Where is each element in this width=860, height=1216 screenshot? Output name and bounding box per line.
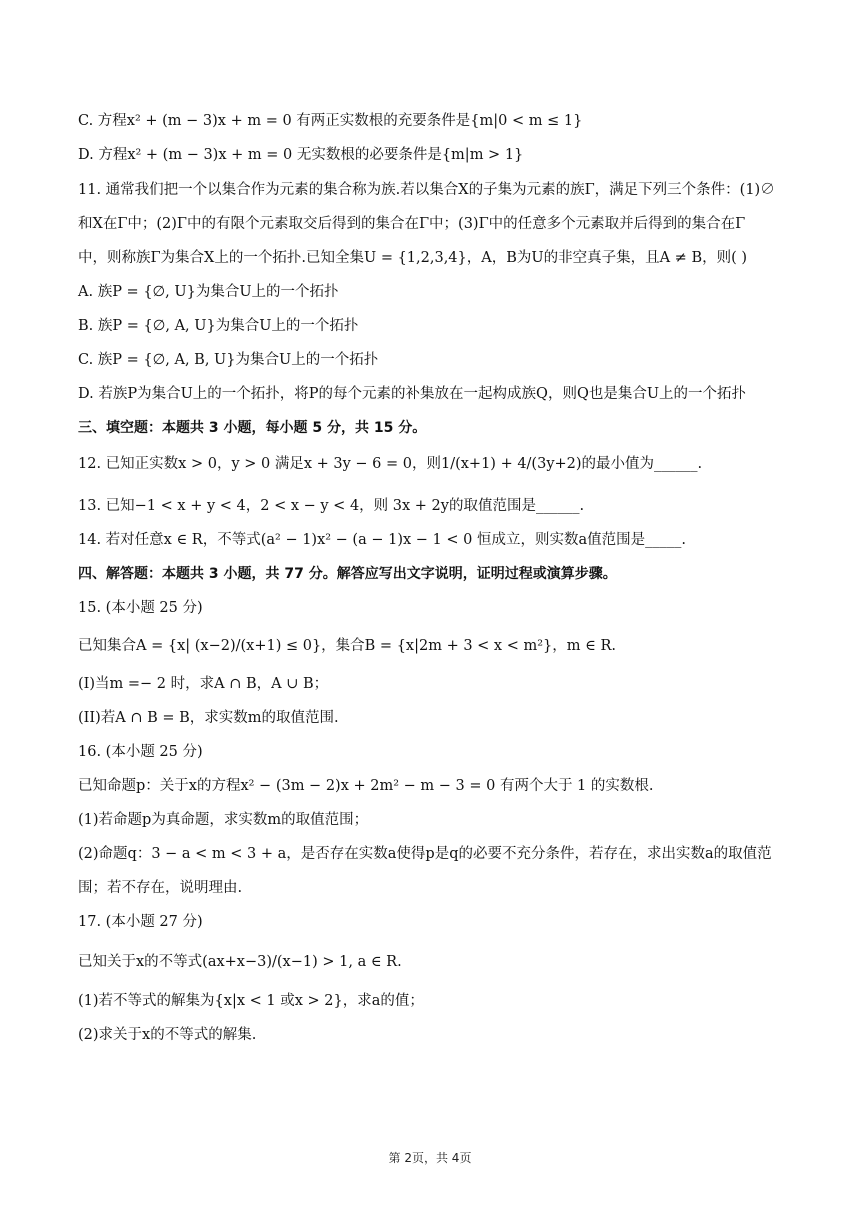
question-11-stem-3: 中，则称族Γ为集合X上的一个拓扑.已知全集U = {1,2,3,4}，A，B为U的非空真子集，且A ≠ B，则( )	[78, 250, 748, 266]
section-heading-fill-in: 三、填空题：本题共 3 小题，每小题 5 分，共 15 分。	[78, 420, 427, 436]
section-heading-answers: 四、解答题：本题共 3 小题，共 77 分。解答应写出文字说明，证明过程或演算步骤。	[78, 566, 617, 582]
question-17-header: 17. (本小题 27 分)	[78, 914, 203, 930]
option-11c: C. 族P = {∅, A, B, U}为集合U上的一个拓扑	[78, 352, 379, 368]
question-15-part-2: (II)若A ∩ B = B，求实数m的取值范围.	[78, 710, 339, 726]
question-17-stem: 已知关于x的不等式(ax+x−3)/(x−1) > 1, a ∈ R.	[78, 954, 402, 970]
question-16-stem: 已知命题p：关于x的方程x² − (3m − 2)x + 2m² − m − 3 = 0 有两个大于 1 的实数根.	[78, 778, 654, 794]
question-15-header: 15. (本小题 25 分)	[78, 600, 203, 616]
question-17-part-1: (1)若不等式的解集为{x|x < 1 或x > 2}，求a的值；	[78, 993, 424, 1009]
question-16-part-1: (1)若命题p为真命题，求实数m的取值范围；	[78, 812, 369, 828]
question-12: 12. 已知正实数x > 0，y > 0 满足x + 3y − 6 = 0，则1/(x+1) + 4/(3y+2)的最小值为______.	[78, 456, 703, 472]
question-14: 14. 若对任意x ∈ R，不等式(a² − 1)x² − (a − 1)x − 1 < 0 恒成立，则实数a值范围是_____.	[78, 532, 686, 548]
question-13: 13. 已知−1 < x + y < 4，2 < x − y < 4，则 3x + 2y的取值范围是______.	[78, 498, 585, 514]
question-17-part-2: (2)求关于x的不等式的解集.	[78, 1027, 257, 1043]
option-11a: A. 族P = {∅, U}为集合U上的一个拓扑	[78, 284, 339, 300]
question-16-header: 16. (本小题 25 分)	[78, 744, 203, 760]
option-10c: C. 方程x² + (m − 3)x + m = 0 有两正实数根的充要条件是{m|0 < m ≤ 1}	[78, 113, 583, 129]
option-11d: D. 若族P为集合U上的一个拓扑，将P的每个元素的补集放在一起构成族Q，则Q也是集合U上的一个拓扑	[78, 386, 747, 402]
question-15-part-1: (I)当m =− 2 时，求A ∩ B，A ∪ B；	[78, 676, 329, 692]
question-16-part-2: (2)命题q：3 − a < m < 3 + a，是否存在实数a使得p是q的必要不充分条件，若存在，求出实数a的取值范	[78, 846, 772, 862]
option-10d: D. 方程x² + (m − 3)x + m = 0 无实数根的必要条件是{m|m > 1}	[78, 147, 524, 163]
question-16-part-2-cont: 围；若不存在，说明理由.	[78, 880, 243, 896]
question-11-stem-1: 11. 通常我们把一个以集合作为元素的集合称为族.若以集合X的子集为元素的族Γ，满足下列三个条件：(1)∅	[78, 182, 775, 198]
page-footer: 第 2页，共 4页	[388, 1151, 472, 1165]
question-15-stem: 已知集合A = {x| (x−2)/(x+1) ≤ 0}，集合B = {x|2m + 3 < x < m²}，m ∈ R.	[78, 638, 616, 654]
question-11-stem-2: 和X在Γ中；(2)Γ中的有限个元素取交后得到的集合在Γ中；(3)Γ中的任意多个元素取并后得到的集合在Γ	[78, 216, 746, 232]
option-11b: B. 族P = {∅, A, U}为集合U上的一个拓扑	[78, 318, 359, 334]
